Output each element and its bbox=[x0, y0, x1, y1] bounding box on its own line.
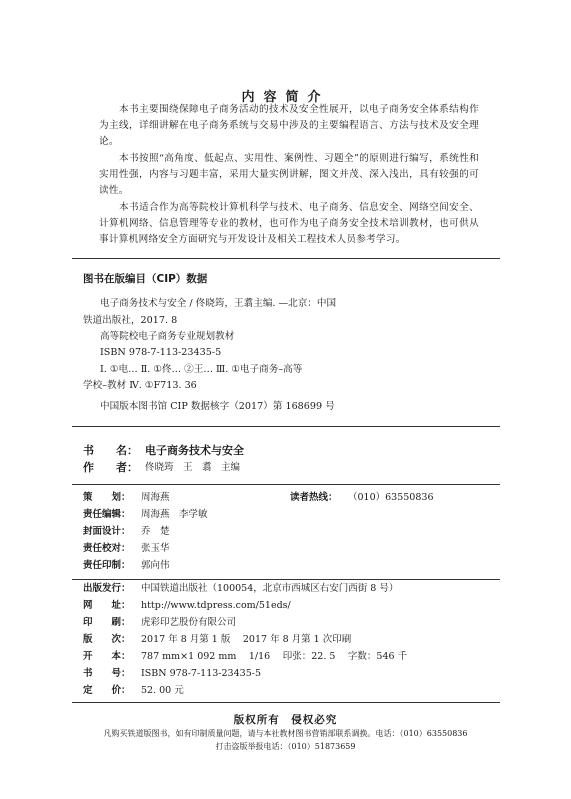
publisher: 中国铁道出版社（100054，北京市西城区右安门西街 8 号） bbox=[141, 583, 399, 594]
format-label: 开 本： bbox=[83, 651, 131, 662]
cip-line: 电子商务技术与安全 / 佟晓筠，王翥主编. —北京：中国 bbox=[100, 298, 337, 309]
planner: 周海燕 bbox=[141, 492, 170, 503]
proofreader: 张玉华 bbox=[141, 543, 170, 554]
intro-paragraph-2: 本书按照“高角度、低起点、实用性、案例性、习题全”的原则进行编写，系统性和实用性强，内容与习题丰富，采用大量实例讲解，图文并茂、深入浅出，具有较强的可读性。 bbox=[99, 153, 479, 197]
price: 52. 00 元 bbox=[141, 685, 184, 696]
book-title-label: 书 名： bbox=[83, 444, 138, 457]
cip-heading: 图书在版编目（CIP）数据 bbox=[83, 273, 208, 285]
piracy-report: 打击盗版举报电话：（010）51873659 bbox=[215, 742, 356, 751]
isbn-label: 书 号： bbox=[83, 668, 131, 679]
editor-label: 责任编辑： bbox=[83, 509, 131, 520]
url-label: 网 址： bbox=[83, 600, 131, 611]
editor: 周海燕 李学敏 bbox=[141, 509, 208, 520]
planner-label: 策 划： bbox=[83, 492, 131, 503]
cip-isbn: ISBN 978-7-113-23435-5 bbox=[100, 347, 222, 358]
format: 787 mm×1 092 mm 1/16 印张：22. 5 字数：546 千 bbox=[141, 651, 408, 662]
printing-company: 虎彩印艺股份有限公司 bbox=[141, 617, 237, 628]
intro-paragraph-1: 本书主要围绕保障电子商务活动的技术及安全性展开，以电子商务安全体系结构作为主线，详细讲解在电子商务系统与交易中涉及的主要编程语言、方法与技术及安全理论。 bbox=[99, 104, 479, 148]
cover-designer: 乔 楚 bbox=[141, 526, 170, 537]
hotline-label: 读者热线： bbox=[290, 492, 338, 503]
print-manager-label: 责任印制： bbox=[83, 560, 131, 571]
divider bbox=[72, 258, 500, 259]
copyright-title: 版权所有 侵权必究 bbox=[233, 714, 338, 726]
book-author-label: 作 者： bbox=[83, 461, 138, 474]
copyright-notice: 凡购买铁道版图书，如有印制质量问题，请与本社教材图书营销部联系调换。电话：（010）63550836 bbox=[103, 729, 468, 738]
cip-number: 中国版本图书馆 CIP 数据核字（2017）第 168699 号 bbox=[100, 401, 335, 412]
book-title: 电子商务技术与安全 bbox=[145, 444, 244, 457]
printing-label: 印 刷： bbox=[83, 617, 131, 628]
divider bbox=[72, 702, 500, 703]
proof-label: 责任校对： bbox=[83, 543, 131, 554]
edition: 2017 年 8 月第 1 版 2017 年 8 月第 1 次印刷 bbox=[141, 634, 352, 645]
publisher-label: 出版发行： bbox=[83, 583, 131, 594]
cip-line: 高等院校电子商务专业规划教材 bbox=[100, 331, 235, 342]
hotline: （010）63550836 bbox=[348, 492, 434, 503]
book-author: 佟晓筠 王 翥 主编 bbox=[145, 462, 241, 473]
print-manager: 郭向伟 bbox=[141, 560, 170, 571]
cip-line: Ⅰ. ①电… Ⅱ. ①佟… ②王… Ⅲ. ①电子商务–高等 bbox=[100, 364, 303, 375]
cip-line: 铁道出版社，2017. 8 bbox=[83, 315, 178, 326]
divider bbox=[72, 426, 500, 427]
isbn: ISBN 978-7-113-23435-5 bbox=[141, 668, 261, 679]
cip-line: 学校–教材 Ⅳ. ①F713. 36 bbox=[83, 380, 197, 391]
intro-paragraph-3: 本书适合作为高等院校计算机科学与技术、电子商务、信息安全、网络空间安全、计算机网络、信息管理等专业的教材，也可作为电子商务安全技术培训教材，也可供从事计算机网络安全方面研究与开发设计及相关工程技术人员参考学习。 bbox=[99, 202, 479, 246]
divider bbox=[72, 484, 500, 485]
intro-title: 内容简介 bbox=[241, 90, 330, 105]
price-label: 定 价： bbox=[83, 685, 131, 696]
edition-label: 版 次： bbox=[83, 634, 131, 645]
publisher-url: http://www.tdpress.com/51eds/ bbox=[141, 600, 291, 611]
divider bbox=[72, 579, 500, 580]
cover-label: 封面设计： bbox=[83, 526, 131, 537]
